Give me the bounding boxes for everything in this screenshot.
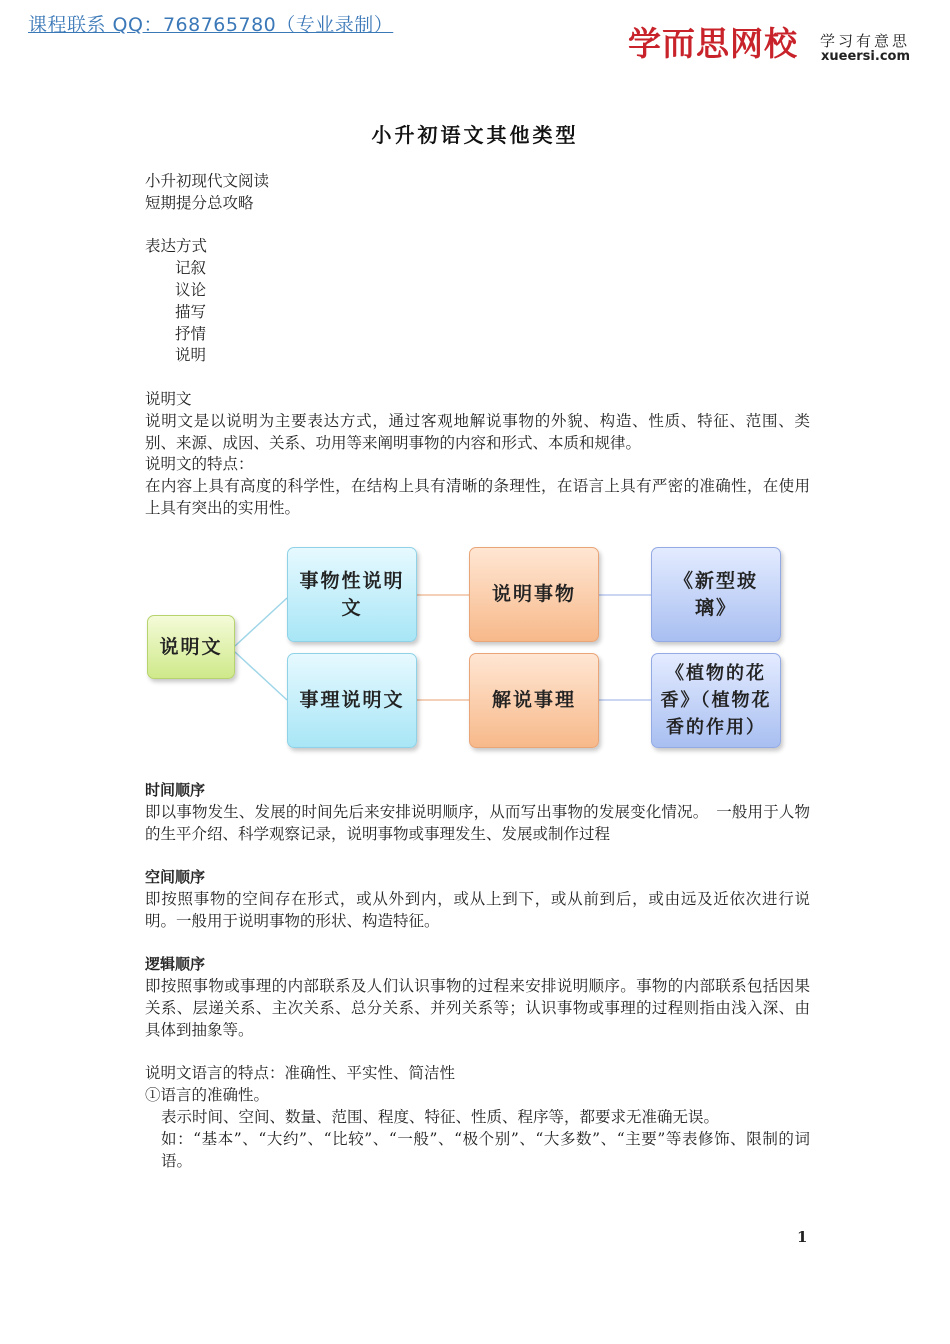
connector-line [235, 598, 287, 646]
features-text: 在内容上具有高度的科学性，在结构上具有清晰的条理性，在语言上具有严密的准确性，在使用上具有突出的实用性。 [145, 477, 810, 517]
expression-item: 说明 [175, 346, 207, 365]
order-heading: 逻辑顺序 [145, 955, 206, 974]
diagram-type-node: 事物性说明文 [287, 547, 417, 642]
contact-link[interactable]: 课程联系 QQ：768765780（专业录制） [28, 14, 394, 36]
diagram-object-node: 解说事理 [469, 653, 599, 748]
connector-line [235, 652, 287, 700]
brand-logo [628, 24, 918, 70]
explanatory-diagram [145, 540, 795, 755]
expression-heading: 表达方式 [145, 237, 208, 256]
intro-line: 小升初现代文阅读 [145, 172, 270, 190]
explanatory-definition: 说明文是以说明为主要表达方式，通过客观地解说事物的外貌、构造、性质、特征、范围、类别、来源、成因、关系、功用等来阐明事物的内容和形式、本质和规律。 [145, 411, 810, 452]
diagram-example-node: 《植物的花香》（植物花香的作用） [651, 653, 781, 748]
order-heading: 时间顺序 [145, 781, 206, 799]
diagram-object-node: 说明事物 [469, 547, 599, 642]
diagram-type-node: 事理说明文 [287, 653, 417, 748]
order-heading: 空间顺序 [145, 868, 206, 887]
logo-url: xueersi.com [821, 49, 911, 64]
explanatory-heading: 说明文 [145, 389, 192, 408]
page-title: 小升初语文其他类型 [371, 123, 579, 147]
order-text: 即按照事物或事理的内部联系及人们认识事物的过程来安排说明顺序。事物的内部联系包括因果关系、层递关系、主次关系、总分关系、并列关系等；认识事物或事理的过程则指由浅入深、由具体到抽象等。 [145, 977, 810, 1039]
expression-item: 描写 [175, 302, 207, 321]
intro-line: 短期提分总攻略 [145, 193, 254, 212]
language-point: ①语言的准确性。 [145, 1086, 270, 1105]
language-heading: 说明文语言的特点：准确性、平实性、简洁性 [145, 1064, 456, 1083]
logo-name: 学而思网校 [628, 24, 798, 63]
order-text: 即以事物发生、发展的时间先后来安排说明顺序，从而写出事物的发展变化情况。 一般用于人物的生平介绍、科学观察记录，说明事物或事理发生、发展或制作过程 [145, 802, 810, 843]
diagram-example-node: 《新型玻璃》 [651, 547, 781, 642]
page-number: 1 [797, 1228, 808, 1246]
expression-item: 记叙 [175, 259, 207, 278]
order-text: 即按照事物的空间存在形式，或从外到内，或从上到下，或从前到后，或由远及近依次进行说明。一般用于说明事物的形状、构造特征。 [145, 889, 810, 930]
orders-block [145, 780, 810, 1172]
features-heading: 说明文的特点： [145, 455, 254, 474]
logo-slogan: 学习有意思 [820, 32, 911, 50]
language-line: 表示时间、空间、数量、范围、程度、特征、性质、程序等，都要求无准确无误。 [161, 1107, 720, 1126]
diagram-root-node: 说明文 [147, 615, 235, 679]
language-line: 如：“基本”、“大约”、“比较”、“一般”、“极个别”、“大多数”、“主要”等表修饰、限制的词语。 [161, 1129, 810, 1170]
intro-block [145, 171, 810, 520]
expression-item: 抒情 [175, 324, 207, 343]
expression-item: 议论 [175, 280, 207, 299]
